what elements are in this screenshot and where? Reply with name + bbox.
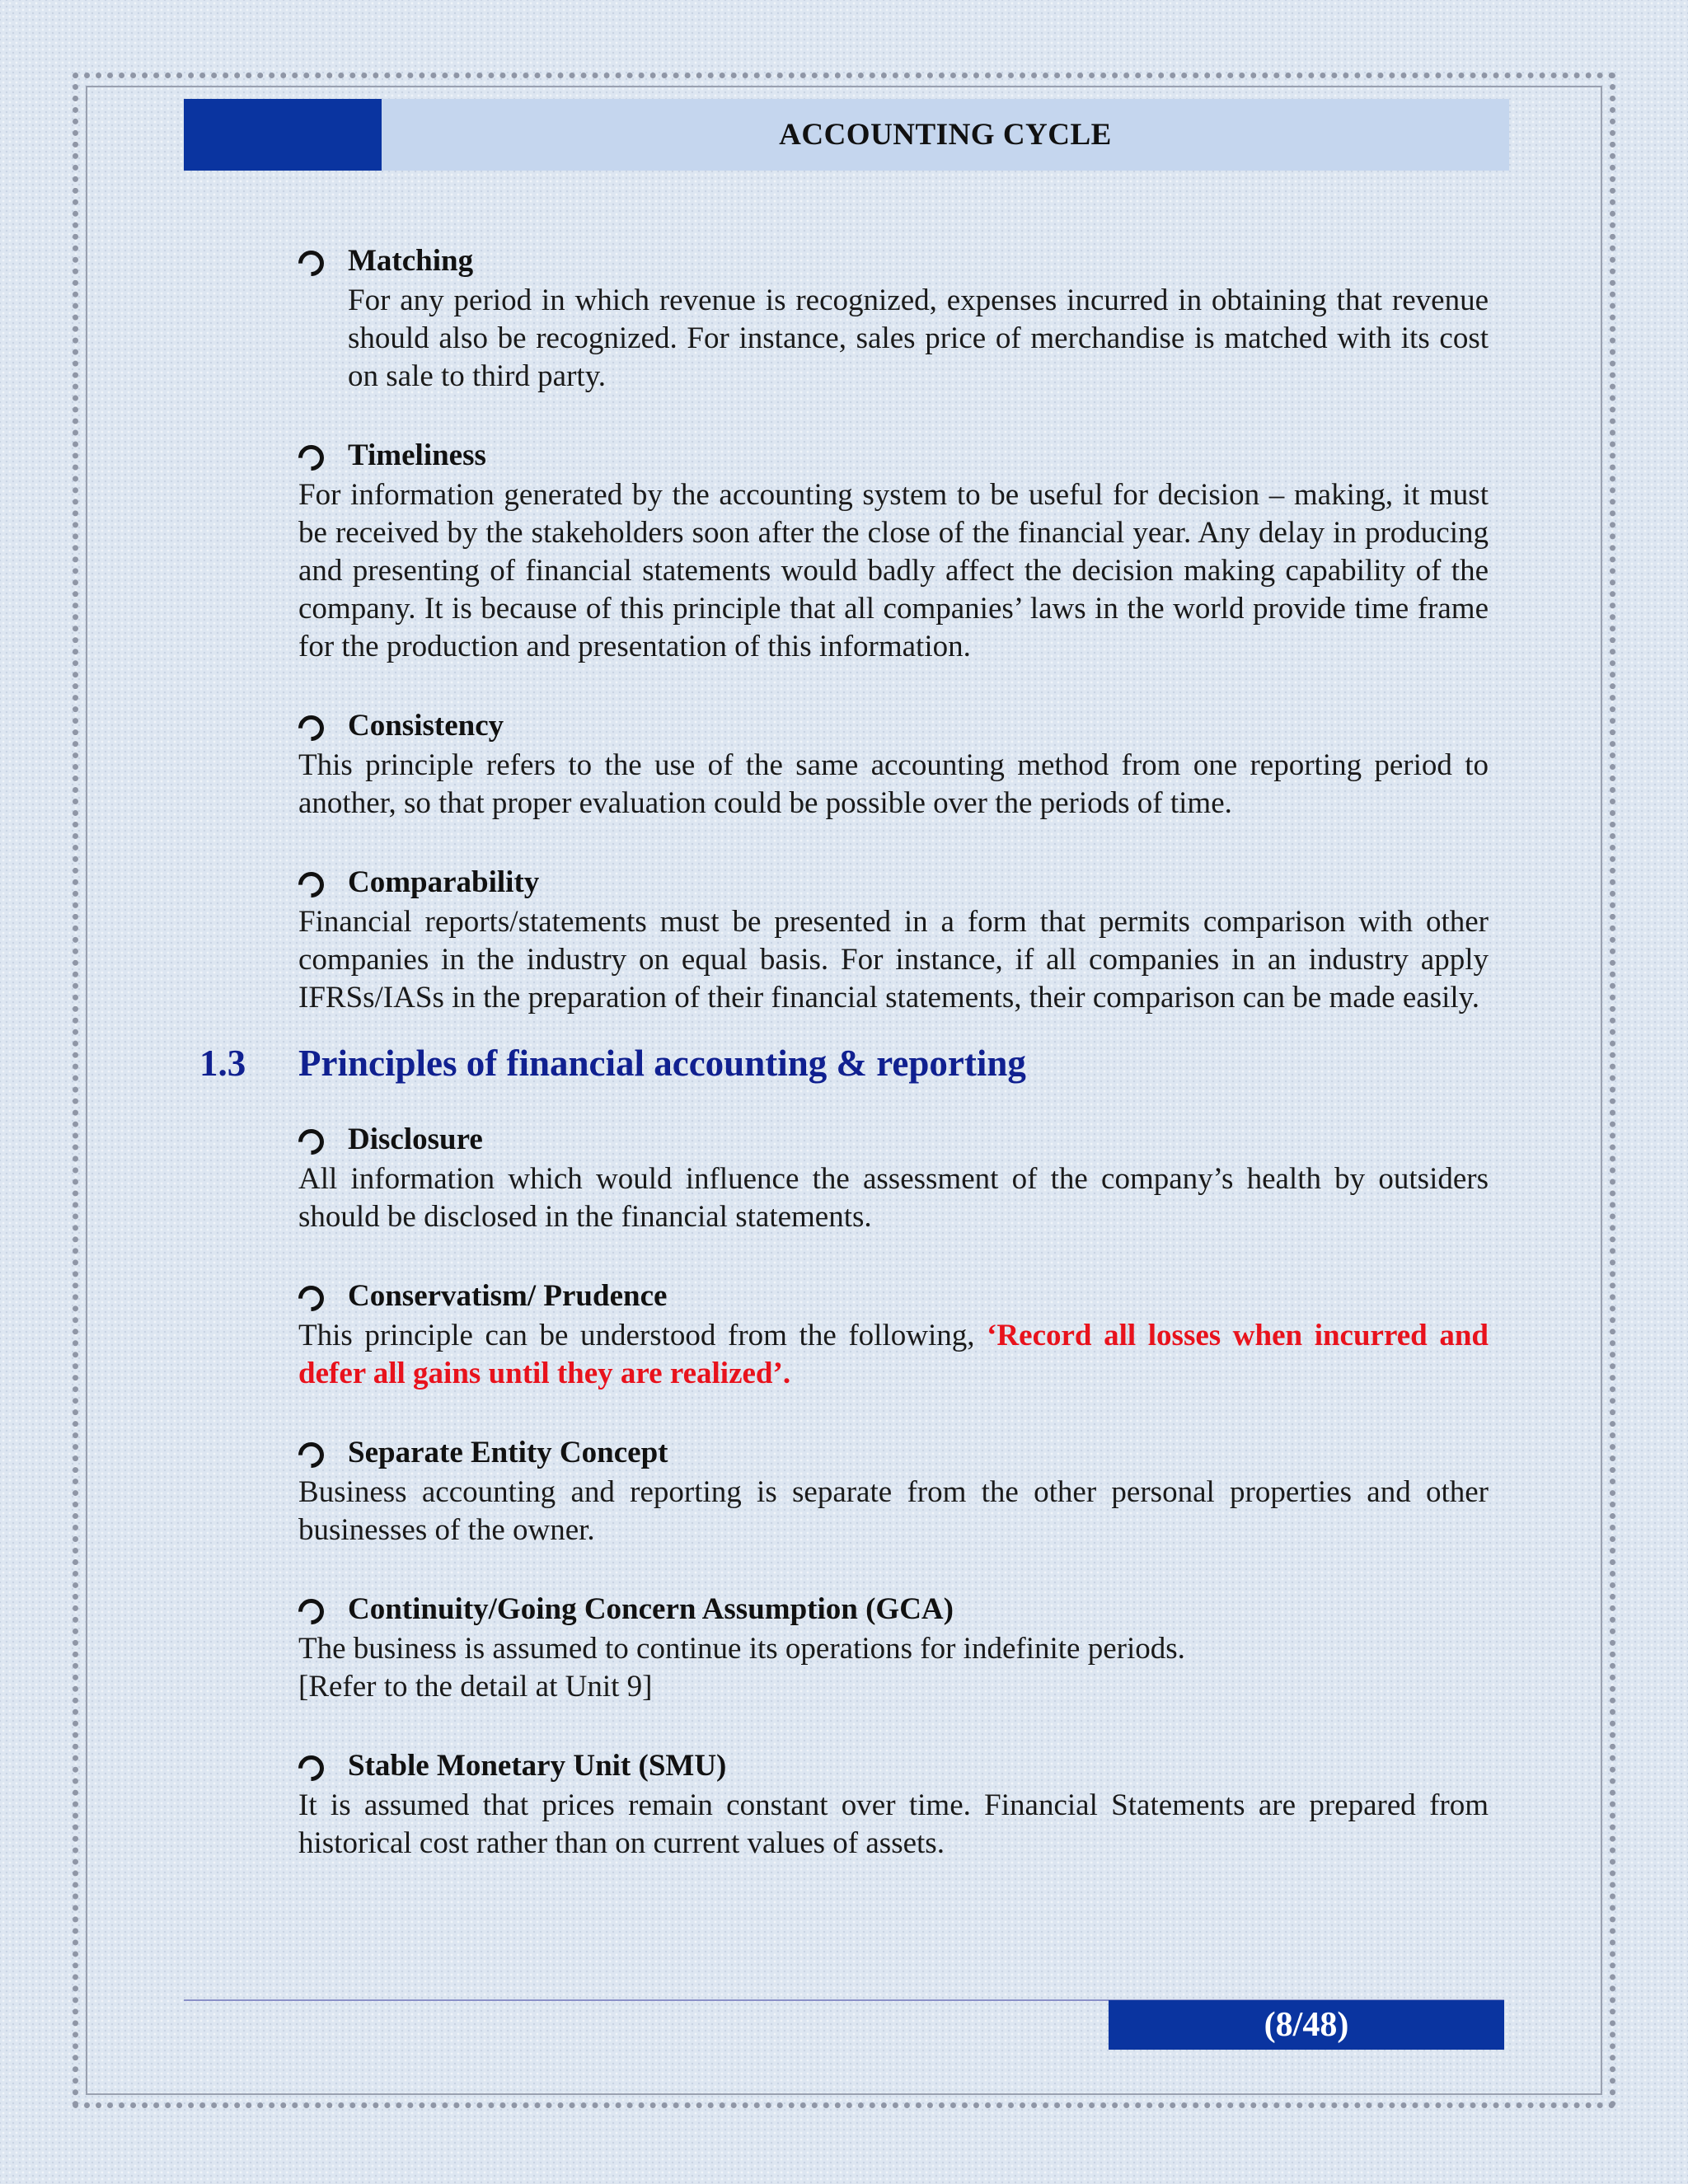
section-title: Principles of financial accounting & reporting [298, 1043, 1026, 1084]
principle-body: The business is assumed to continue its operations for indefinite periods. [298, 1632, 1185, 1666]
principle-heading [298, 1746, 1489, 1787]
circle-bullet-icon [293, 246, 330, 282]
circle-bullet-icon [293, 1594, 330, 1630]
principle-heading-text: Separate Entity Concept [348, 1436, 668, 1469]
principle-heading-text: Continuity/Going Concern Assumption (GCA) [348, 1592, 954, 1626]
principle-heading-text: Timeliness [348, 438, 486, 472]
principle-heading-text: Disclosure [348, 1122, 483, 1156]
header-title: ACCOUNTING CYCLE [779, 118, 1112, 152]
page-number: (8/48) [1264, 2006, 1349, 2044]
principle-body-text: This principle can be understood from the following, [298, 1319, 987, 1352]
circle-bullet-icon [293, 440, 330, 476]
circle-bullet-icon [293, 1437, 330, 1474]
principle-going-concern [298, 1589, 1489, 1706]
principle-heading-text: Matching [348, 244, 474, 278]
section-heading [199, 1038, 1489, 1088]
principle-heading [298, 1432, 1489, 1474]
principle-heading [298, 862, 1489, 903]
principle-heading [298, 1119, 1489, 1160]
circle-bullet-icon [293, 1281, 330, 1317]
principle-body: All information which would influence the assessment of the company’s health by outsiders should be disclosed in the financial statements. [298, 1162, 1489, 1234]
principle-matching [298, 241, 1489, 396]
header-accent-block [184, 99, 382, 171]
principle-note: [Refer to the detail at Unit 9] [298, 1670, 653, 1704]
principle-heading-text: Stable Monetary Unit (SMU) [348, 1749, 727, 1783]
circle-bullet-icon [293, 867, 330, 903]
principle-heading [298, 241, 1489, 282]
principle-conservatism [298, 1276, 1489, 1393]
principle-consistency [298, 705, 1489, 823]
principle-body: This principle refers to the use of the same accounting method from one reporting period to another, so that proper evaluation could be possible over the periods of time. [298, 748, 1489, 820]
principle-stable-monetary-unit [298, 1746, 1489, 1863]
principle-body: For information generated by the accounting system to be useful for decision – making, it must be received by the stakeholders soon after the close of the financial year. Any delay in producing and presenting of financial statements would badly affect the decision making capability of the company. It is because of this principle that all companies’ laws in the world provide time frame for the production and presentation of this information. [298, 478, 1489, 663]
principle-body: It is assumed that prices remain constant over time. Financial Statements are prepared from historical cost rather than on current values of assets. [298, 1788, 1489, 1860]
principle-heading [298, 435, 1489, 476]
principle-body: Business accounting and reporting is separate from the other personal properties and other businesses of the owner. [298, 1475, 1489, 1547]
circle-bullet-icon [293, 1750, 330, 1787]
principle-timeliness [298, 435, 1489, 666]
principle-heading [298, 1589, 1489, 1630]
circle-bullet-icon [293, 710, 330, 747]
principle-disclosure [298, 1119, 1489, 1236]
principle-heading-text: Consistency [348, 709, 504, 743]
page-header [184, 99, 1509, 171]
principle-heading-text: Comparability [348, 865, 540, 899]
principle-body [298, 1317, 1489, 1393]
page-content [199, 241, 1489, 1863]
principle-comparability [298, 862, 1489, 1017]
principle-body: For any period in which revenue is recognized, expenses incurred in obtaining that revenue should also be recognized. For instance, sales price of merchandise is matched with its cost on sale to third party. [348, 284, 1489, 393]
highlighted-quote: ‘Record all losses when incurred and defer all gains until they are realized’. [298, 1319, 1489, 1390]
circle-bullet-icon [293, 1124, 330, 1160]
section-number: 1.3 [199, 1043, 246, 1084]
principle-separate-entity [298, 1432, 1489, 1549]
principle-body: Financial reports/statements must be presented in a form that permits comparison with other companies in the industry on equal basis. For instance, if all companies in an industry apply IFRSs/IASs in the preparation of their financial statements, their comparison can be made easily. [298, 905, 1489, 1015]
principle-heading [298, 705, 1489, 747]
principle-heading-text: Conservatism/ Prudence [348, 1279, 668, 1313]
principle-heading [298, 1276, 1489, 1317]
